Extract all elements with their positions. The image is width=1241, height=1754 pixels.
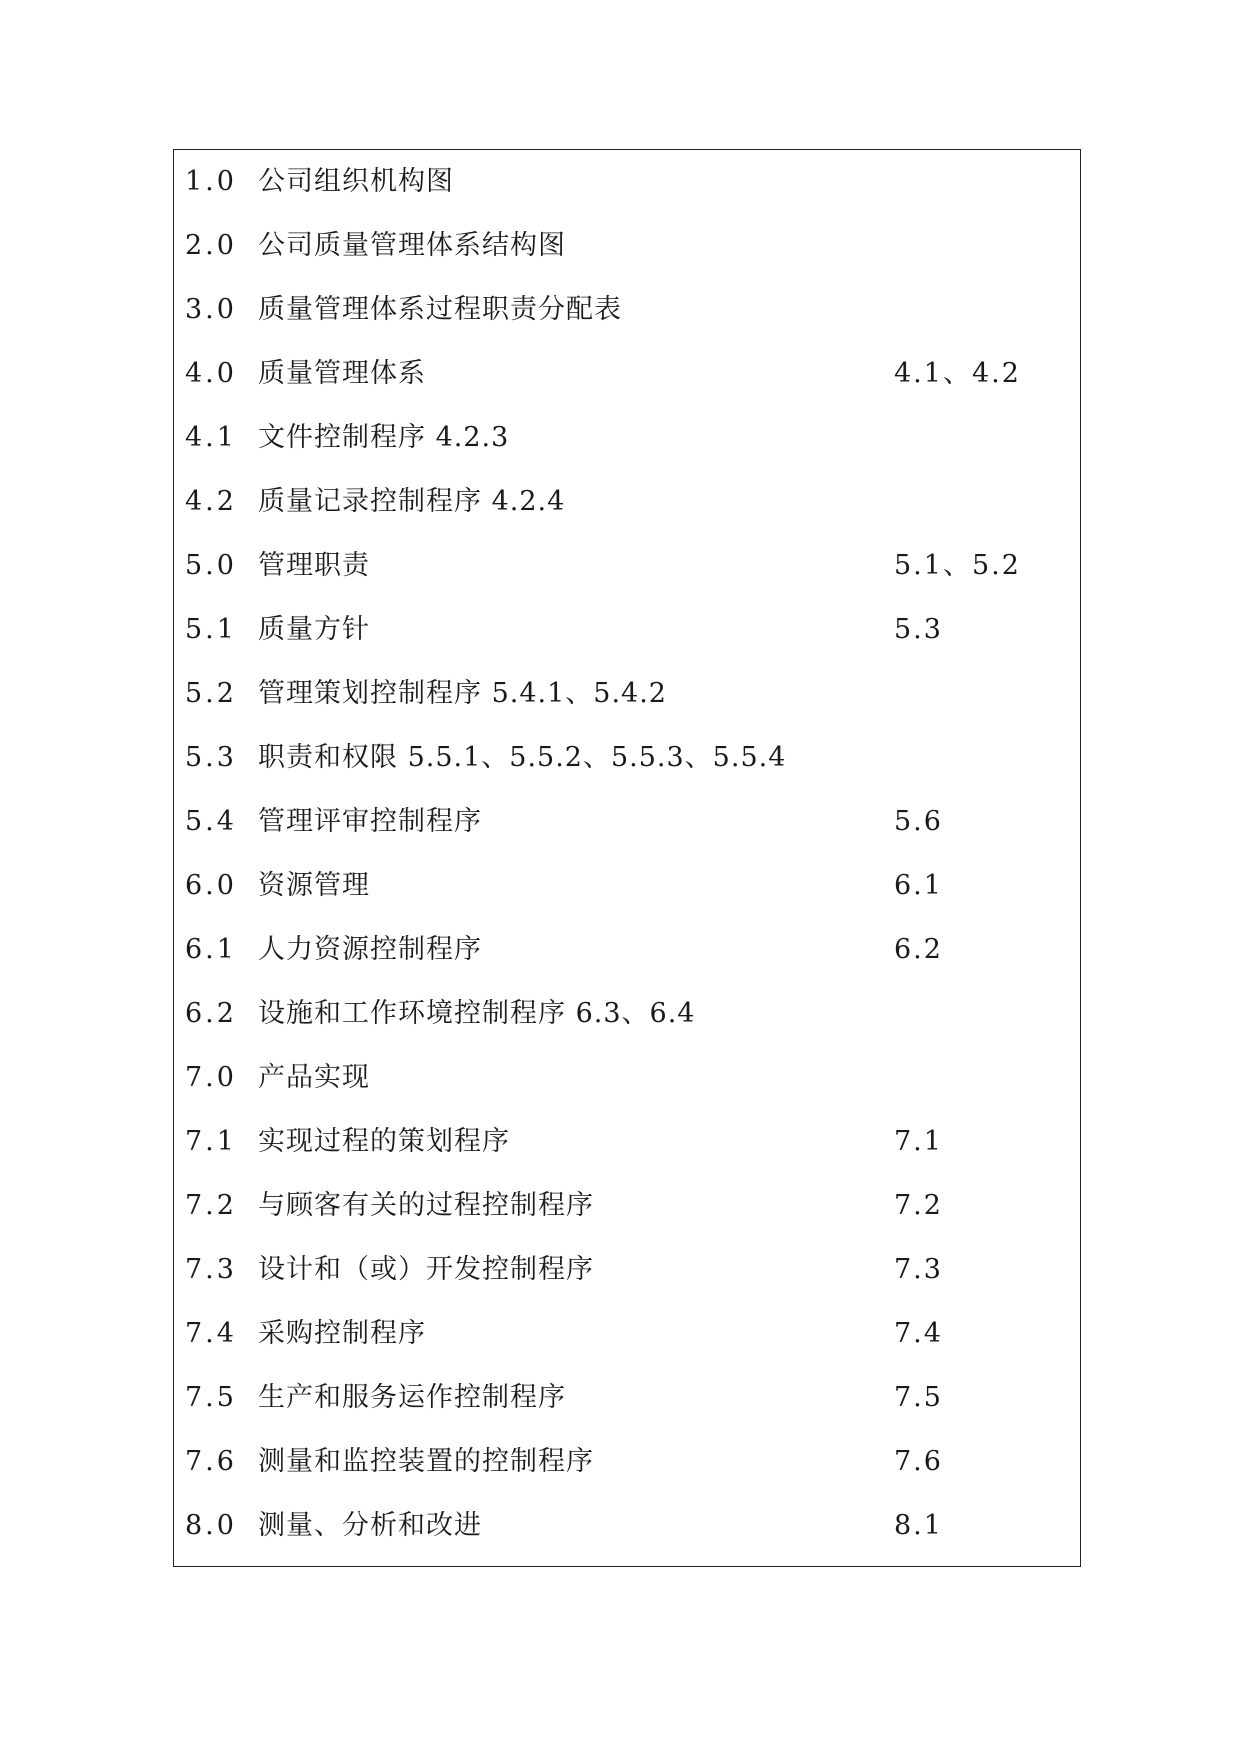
section-title: 测量、分析和改进 — [258, 1510, 482, 1541]
section-number: 5.0 — [185, 550, 237, 581]
section-title: 资源管理 — [258, 870, 370, 901]
section-number: 5.4 — [185, 806, 237, 837]
section-number: 4.1 — [185, 422, 237, 453]
toc-row — [174, 982, 1080, 1046]
clause-reference: 7.5 — [894, 1382, 943, 1413]
section-number: 6.2 — [185, 998, 237, 1029]
toc-row — [174, 1366, 1080, 1430]
section-title: 测量和监控装置的控制程序 — [258, 1446, 594, 1477]
section-title: 设施和工作环境控制程序 6.3、6.4 — [258, 998, 696, 1029]
toc-row — [174, 1110, 1080, 1174]
toc-row — [174, 1046, 1080, 1110]
section-title: 人力资源控制程序 — [258, 934, 482, 965]
section-number: 4.0 — [185, 358, 237, 389]
clause-reference: 5.1、5.2 — [894, 550, 1021, 581]
toc-row — [174, 854, 1080, 918]
clause-reference: 7.6 — [894, 1446, 943, 1477]
clause-reference: 8.1 — [894, 1510, 943, 1541]
toc-row — [174, 918, 1080, 982]
section-number: 7.0 — [185, 1062, 237, 1093]
clause-reference: 5.6 — [894, 806, 943, 837]
section-number: 5.3 — [185, 742, 237, 773]
clause-reference: 5.3 — [894, 614, 943, 645]
section-title: 职责和权限 5.5.1、5.5.2、5.5.3、5.5.4 — [258, 742, 787, 773]
section-number: 7.3 — [185, 1254, 237, 1285]
toc-row — [174, 1430, 1080, 1494]
section-title: 与顾客有关的过程控制程序 — [258, 1190, 594, 1221]
toc-row — [174, 150, 1080, 214]
toc-row — [174, 278, 1080, 342]
toc-row — [174, 598, 1080, 662]
clause-reference: 4.1、4.2 — [894, 358, 1021, 389]
clause-reference: 6.2 — [894, 934, 943, 965]
toc-row — [174, 662, 1080, 726]
section-number: 7.1 — [185, 1126, 237, 1157]
clause-reference: 7.2 — [894, 1190, 943, 1221]
toc-row — [174, 1174, 1080, 1238]
section-title: 采购控制程序 — [258, 1318, 426, 1349]
section-title: 设计和（或）开发控制程序 — [258, 1254, 594, 1285]
toc-row — [174, 1238, 1080, 1302]
toc-row — [174, 406, 1080, 470]
clause-reference: 7.3 — [894, 1254, 943, 1285]
section-title: 实现过程的策划程序 — [258, 1126, 510, 1157]
section-number: 7.6 — [185, 1446, 237, 1477]
section-title: 管理策划控制程序 5.4.1、5.4.2 — [258, 678, 667, 709]
section-title: 文件控制程序 4.2.3 — [258, 422, 510, 453]
section-number: 7.4 — [185, 1318, 237, 1349]
section-number: 3.0 — [185, 294, 237, 325]
section-number: 6.1 — [185, 934, 237, 965]
section-title: 质量方针 — [258, 614, 370, 645]
section-number: 1.0 — [185, 166, 237, 197]
section-number: 7.5 — [185, 1382, 237, 1413]
section-number: 4.2 — [185, 486, 237, 517]
clause-reference: 7.4 — [894, 1318, 943, 1349]
clause-reference: 7.1 — [894, 1126, 943, 1157]
section-title: 质量管理体系过程职责分配表 — [258, 294, 622, 325]
section-title: 产品实现 — [258, 1062, 370, 1093]
toc-row — [174, 790, 1080, 854]
section-number: 5.2 — [185, 678, 237, 709]
toc-row — [174, 214, 1080, 278]
section-title: 质量记录控制程序 4.2.4 — [258, 486, 566, 517]
toc-row — [174, 470, 1080, 534]
section-number: 6.0 — [185, 870, 237, 901]
toc-row — [174, 1302, 1080, 1366]
section-title: 公司组织机构图 — [258, 166, 454, 197]
section-title: 管理职责 — [258, 550, 370, 581]
section-number: 5.1 — [185, 614, 237, 645]
toc-row — [174, 534, 1080, 598]
toc-row — [174, 1494, 1080, 1558]
section-number: 8.0 — [185, 1510, 237, 1541]
section-number: 2.0 — [185, 230, 237, 261]
section-title: 公司质量管理体系结构图 — [258, 230, 566, 261]
section-title: 质量管理体系 — [258, 358, 426, 389]
toc-row — [174, 342, 1080, 406]
section-number: 7.2 — [185, 1190, 237, 1221]
clause-reference: 6.1 — [894, 870, 943, 901]
section-title: 生产和服务运作控制程序 — [258, 1382, 566, 1413]
section-title: 管理评审控制程序 — [258, 806, 482, 837]
toc-table — [173, 149, 1081, 1567]
toc-row — [174, 726, 1080, 790]
